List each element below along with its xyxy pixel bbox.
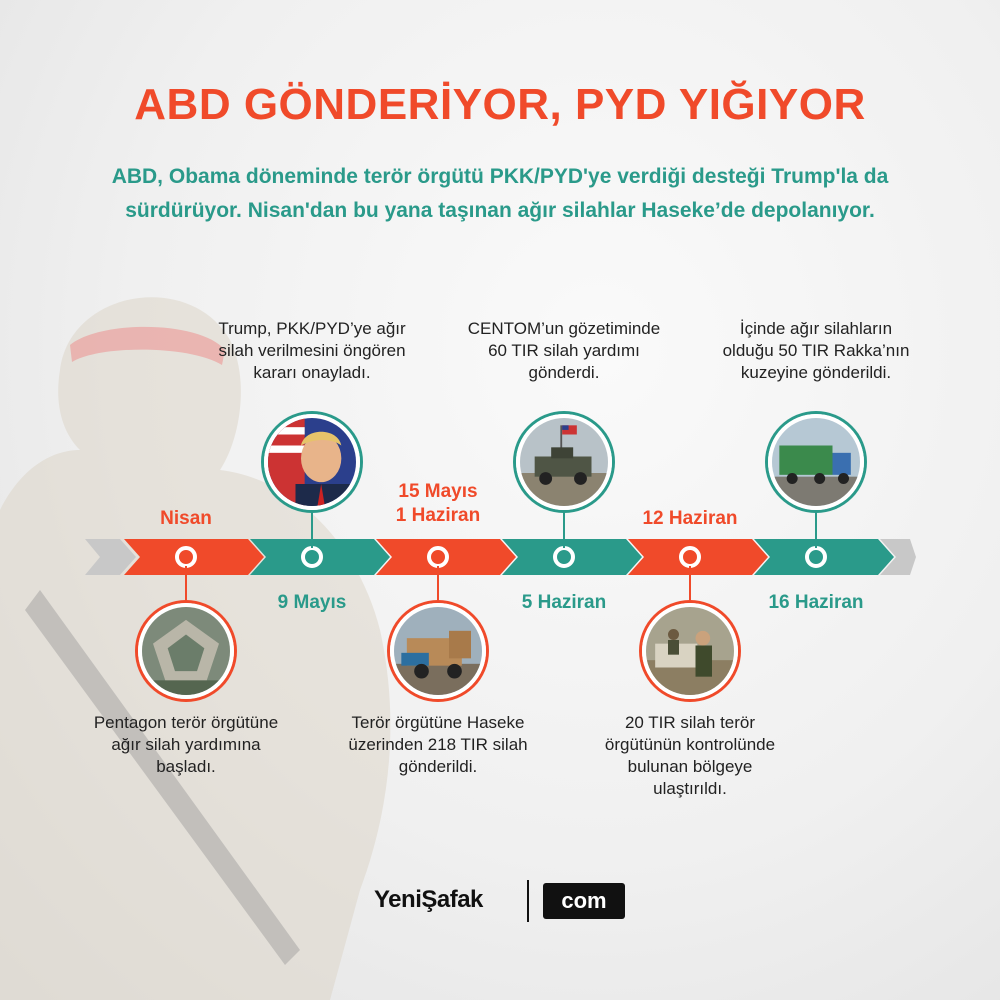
event-date-line1: 15 Mayıs	[398, 481, 478, 502]
brand-domain-badge: com	[543, 883, 625, 919]
event-text-15-mayis: Terör örgütüne Haseke üzerinden 218 TIR silah gönderildi.	[348, 713, 528, 776]
event-date-16-haziran: 16 Haziran	[768, 592, 864, 613]
event-date-9-mayis: 9 Mayıs	[277, 592, 347, 613]
timeline-node-3	[429, 548, 447, 566]
timeline-node-5	[681, 548, 699, 566]
page-title: ABD GÖNDERİYOR, PYD YIĞIYOR	[134, 80, 866, 129]
brand-logo: YeniŞafak	[374, 886, 483, 913]
event-text-9-mayis: Trump, PKK/PYD’ye ağır silah verilmesini öngören kararı onayladı.	[218, 319, 406, 382]
pentagon-photo-icon	[138, 603, 234, 699]
event-date-5-haziran: 5 Haziran	[521, 592, 607, 613]
event-date-15-mayis	[368, 480, 508, 528]
event-date-nisan: Nisan	[160, 508, 212, 529]
timeline-node-6	[807, 548, 825, 566]
militants-photo-icon	[642, 603, 738, 699]
timeline-end-segment	[880, 539, 916, 575]
timeline-segment-12-haziran	[628, 539, 768, 575]
event-date-line2: 1 Haziran	[395, 505, 481, 526]
page-subtitle: ABD, Obama döneminde terör örgütü PKK/PYD'ye verdiği desteği Trump'la da sürdürüyor. Nisan'dan bu yana taşınan ağır silahlar Haseke’de depolanıyor.	[111, 165, 889, 222]
timeline-node-4	[555, 548, 573, 566]
event-text-16-haziran: İçinde ağır silahların olduğu 50 TIR Rakka’nın kuzeyine gönderildi.	[722, 319, 910, 382]
event-date-12-haziran: 12 Haziran	[642, 508, 738, 529]
armored-truck-photo-icon	[390, 603, 486, 699]
cargo-truck-photo-icon	[768, 414, 864, 510]
trump-photo-icon	[264, 414, 360, 510]
event-text-nisan: Pentagon terör örgütüne ağır silah yardımına başladı.	[93, 713, 279, 776]
brand-divider	[527, 880, 529, 922]
timeline-segment-16-haziran	[754, 539, 894, 575]
event-text-5-haziran: CENTOM’un gözetiminde 60 TIR silah yardımı gönderdi.	[467, 319, 661, 382]
armored-vehicle-flag-photo-icon	[516, 414, 612, 510]
event-text-12-haziran: 20 TIR silah terör örgütünün kontrolünde bulunan bölgeye ulaştırıldı.	[604, 713, 776, 798]
timeline-segment-5-haziran	[502, 539, 642, 575]
brand-footer	[0, 880, 1000, 924]
